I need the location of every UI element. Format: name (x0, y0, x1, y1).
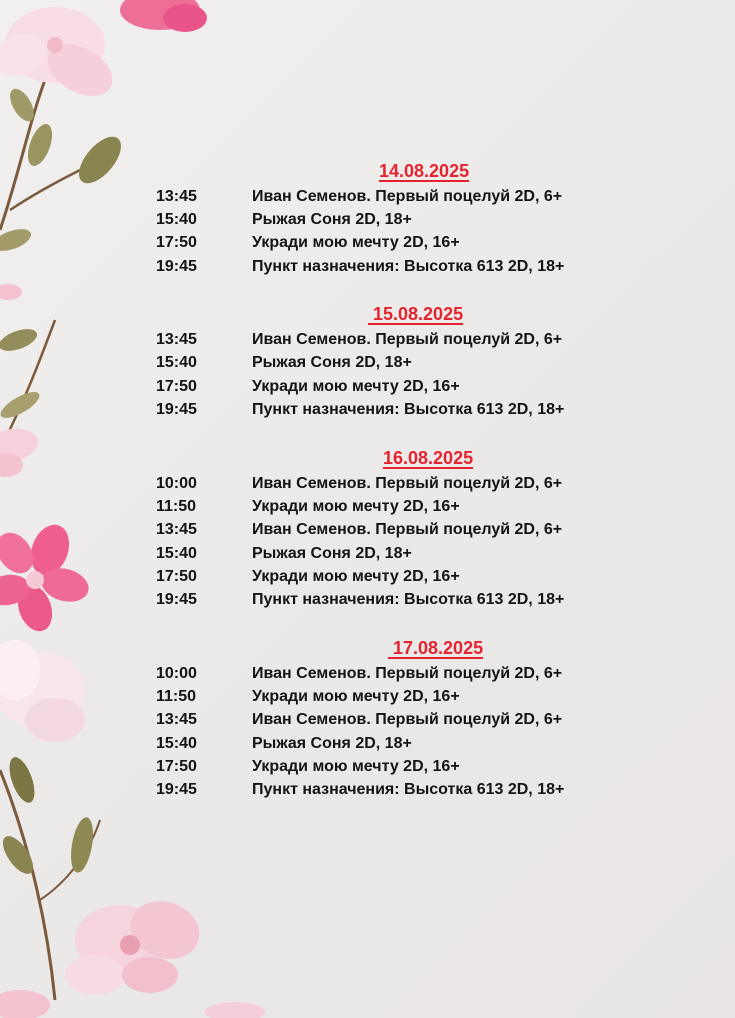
session-time: 13:45 (156, 188, 197, 205)
session-title: Укради мою мечту 2D, 16+ (252, 498, 460, 515)
session-time: 17:50 (156, 568, 197, 585)
session-title: Иван Семенов. Первый поцелуй 2D, 6+ (252, 711, 563, 728)
session-time: 15:40 (156, 735, 197, 752)
session-title: Рыжая Соня 2D, 18+ (252, 545, 412, 562)
session-time: 17:50 (156, 234, 197, 251)
session-title: Рыжая Соня 2D, 18+ (252, 354, 412, 371)
date-heading: 17.08.2025 (388, 638, 484, 658)
session-time: 15:40 (156, 545, 197, 562)
session-time: 11:50 (156, 688, 197, 705)
session-time: 11:50 (156, 498, 197, 515)
session-title: Укради мою мечту 2D, 16+ (252, 378, 460, 395)
session-title: Укради мою мечту 2D, 16+ (252, 568, 460, 585)
session-time: 19:45 (156, 781, 197, 798)
date-heading: 16.08.2025 (383, 448, 474, 468)
session-title: Иван Семенов. Первый поцелуй 2D, 6+ (252, 475, 563, 492)
session-title: Иван Семенов. Первый поцелуй 2D, 6+ (252, 331, 563, 348)
session-title: Укради мою мечту 2D, 16+ (252, 688, 460, 705)
session-time: 19:45 (156, 401, 197, 418)
session-title: Иван Семенов. Первый поцелуй 2D, 6+ (252, 665, 563, 682)
session-time: 15:40 (156, 354, 197, 371)
session-time: 19:45 (156, 258, 197, 275)
session-time: 17:50 (156, 378, 197, 395)
session-time: 13:45 (156, 331, 197, 348)
session-title: Иван Семенов. Первый поцелуй 2D, 6+ (252, 521, 563, 538)
date-heading: 14.08.2025 (379, 161, 470, 181)
session-time: 13:45 (156, 521, 197, 538)
session-title: Иван Семенов. Первый поцелуй 2D, 6+ (252, 188, 563, 205)
session-time: 15:40 (156, 211, 197, 228)
session-time: 17:50 (156, 758, 197, 775)
session-title: Пункт назначения: Высотка 613 2D, 18+ (252, 781, 565, 798)
session-title: Пункт назначения: Высотка 613 2D, 18+ (252, 591, 565, 608)
session-time: 19:45 (156, 591, 197, 608)
session-title: Рыжая Соня 2D, 18+ (252, 735, 412, 752)
session-title: Пункт назначения: Высотка 613 2D, 18+ (252, 401, 565, 418)
session-title: Рыжая Соня 2D, 18+ (252, 211, 412, 228)
session-title: Укради мою мечту 2D, 16+ (252, 234, 460, 251)
session-time: 13:45 (156, 711, 197, 728)
session-title: Укради мою мечту 2D, 16+ (252, 758, 460, 775)
session-time: 10:00 (156, 475, 197, 492)
session-title: Пункт назначения: Высотка 613 2D, 18+ (252, 258, 565, 275)
session-time: 10:00 (156, 665, 197, 682)
date-heading: 15.08.2025 (368, 304, 464, 324)
